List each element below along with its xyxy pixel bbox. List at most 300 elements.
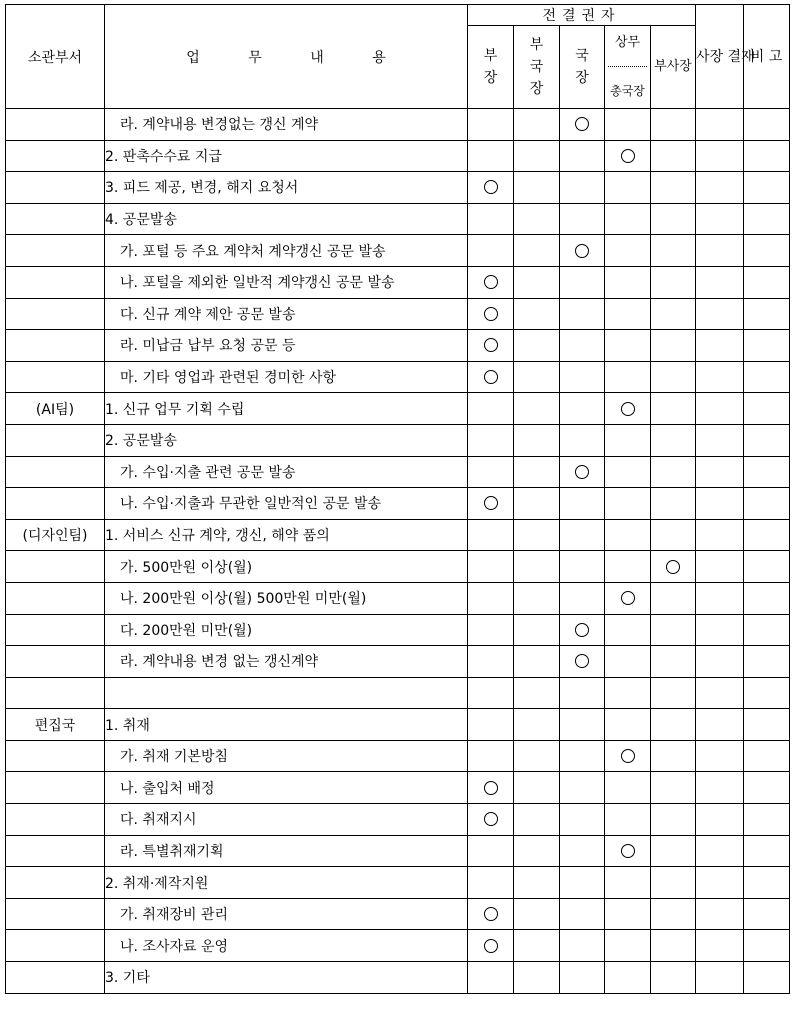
approval-cell [514, 488, 560, 520]
approval-cell [560, 393, 605, 425]
approval-cell [560, 614, 605, 646]
approval-cell [605, 804, 651, 836]
approval-cell [468, 614, 514, 646]
approval-cell [744, 298, 790, 330]
approval-cell [560, 962, 605, 994]
row-dept [6, 330, 105, 362]
approval-cell [744, 677, 790, 709]
approval-cell [560, 266, 605, 298]
approval-cell [560, 867, 605, 899]
approval-cell [696, 298, 744, 330]
row-dept [6, 109, 105, 141]
approval-cell [696, 804, 744, 836]
approval-cell [560, 456, 605, 488]
approval-cell [605, 867, 651, 899]
table-row [6, 709, 790, 741]
approval-cell [605, 677, 651, 709]
header-bugukjang-label: 부 국 장 [529, 37, 544, 97]
approval-cell [696, 140, 744, 172]
approval-cell [744, 235, 790, 267]
approval-cell [560, 298, 605, 330]
approval-cell [744, 330, 790, 362]
approval-circle-icon [621, 402, 635, 416]
row-task: 나. 조사자료 운영 [105, 930, 468, 962]
approval-cell [605, 393, 651, 425]
row-dept [6, 962, 105, 994]
approval-cell [605, 835, 651, 867]
approval-cell [560, 740, 605, 772]
approval-cell [744, 804, 790, 836]
approval-cell [468, 646, 514, 678]
approval-cell [744, 740, 790, 772]
approval-cell [605, 646, 651, 678]
approval-cell [744, 962, 790, 994]
table-row [6, 740, 790, 772]
row-dept [6, 203, 105, 235]
row-dept [6, 456, 105, 488]
approval-cell [744, 551, 790, 583]
header-chonggukjang: 총국장 [610, 84, 645, 98]
approval-cell [605, 140, 651, 172]
table-row [6, 109, 790, 141]
approval-cell [744, 614, 790, 646]
approval-cell [696, 203, 744, 235]
approval-cell [744, 930, 790, 962]
approval-cell [651, 835, 696, 867]
approval-cell [605, 109, 651, 141]
approval-cell [744, 709, 790, 741]
approval-cell [696, 519, 744, 551]
approval-cell [514, 646, 560, 678]
table-row [6, 646, 790, 678]
approval-cell [605, 898, 651, 930]
approval-circle-icon [575, 117, 589, 131]
approval-cell [514, 614, 560, 646]
approval-cell [696, 235, 744, 267]
row-task: 가. 수입·지출 관련 공문 발송 [105, 456, 468, 488]
row-dept [6, 930, 105, 962]
approval-cell [744, 582, 790, 614]
approval-cell [514, 804, 560, 836]
approval-cell [651, 330, 696, 362]
row-task: 나. 200만원 이상(월) 500만원 미만(월) [105, 582, 468, 614]
approval-cell [744, 172, 790, 204]
table-row [6, 962, 790, 994]
approval-cell [744, 835, 790, 867]
approval-cell [514, 582, 560, 614]
approval-cell [468, 456, 514, 488]
approval-cell [605, 519, 651, 551]
approval-cell [514, 172, 560, 204]
row-dept [6, 867, 105, 899]
header-busajang: 부사장 [651, 26, 696, 109]
header-gukjang-label: 국 장 [575, 48, 589, 86]
approval-cell [651, 646, 696, 678]
approval-cell [744, 456, 790, 488]
row-task: 가. 취재 기본방침 [105, 740, 468, 772]
approval-circle-icon [666, 560, 680, 574]
approval-cell [468, 424, 514, 456]
approval-cell [468, 361, 514, 393]
approval-cell [696, 867, 744, 899]
approval-cell [696, 709, 744, 741]
approval-cell [651, 203, 696, 235]
approval-cell [651, 930, 696, 962]
approval-cell [560, 898, 605, 930]
approval-cell [468, 772, 514, 804]
header-bujang-label: 부 장 [483, 48, 498, 86]
approval-cell [651, 772, 696, 804]
table-row [6, 235, 790, 267]
table-row [6, 266, 790, 298]
approval-cell [605, 488, 651, 520]
approval-circle-icon [484, 180, 498, 194]
table-row [6, 551, 790, 583]
row-task: 라. 미납금 납부 요청 공문 등 [105, 330, 468, 362]
approval-cell [696, 677, 744, 709]
approval-cell [605, 962, 651, 994]
approval-cell [696, 930, 744, 962]
approval-cell [744, 361, 790, 393]
approval-cell [560, 772, 605, 804]
approval-cell [696, 266, 744, 298]
header-bugukjang [514, 26, 560, 109]
approval-cell [651, 266, 696, 298]
approval-cell [514, 867, 560, 899]
approval-cell [696, 424, 744, 456]
approval-cell [468, 677, 514, 709]
approval-cell [605, 614, 651, 646]
approval-cell [696, 614, 744, 646]
header-sangmu-chonggukjang [605, 26, 651, 109]
approval-cell [696, 962, 744, 994]
approval-cell [560, 551, 605, 583]
approval-cell [696, 488, 744, 520]
approval-cell [605, 740, 651, 772]
approval-cell [651, 804, 696, 836]
approval-cell [744, 393, 790, 425]
table-row [6, 804, 790, 836]
approval-cell [560, 172, 605, 204]
table-row [6, 677, 790, 709]
approval-cell [605, 709, 651, 741]
approval-cell [514, 393, 560, 425]
approval-cell [468, 582, 514, 614]
approval-cell [560, 930, 605, 962]
approval-cell [605, 330, 651, 362]
row-task: 2. 취재·제작지원 [105, 867, 468, 899]
row-dept: (AI팀) [6, 393, 105, 425]
approval-cell [696, 172, 744, 204]
row-task: 가. 취재장비 관리 [105, 898, 468, 930]
approval-cell [605, 361, 651, 393]
approval-cell [651, 488, 696, 520]
approval-cell [651, 677, 696, 709]
table-row [6, 772, 790, 804]
table-row [6, 424, 790, 456]
approval-cell [560, 488, 605, 520]
approval-cell [514, 266, 560, 298]
approval-cell [514, 930, 560, 962]
approval-cell [468, 109, 514, 141]
approval-cell [514, 361, 560, 393]
table-row [6, 330, 790, 362]
approval-circle-icon [575, 465, 589, 479]
approval-cell [651, 740, 696, 772]
approval-cell [560, 140, 605, 172]
approval-cell [468, 867, 514, 899]
approval-circle-icon [484, 307, 498, 321]
approval-cell [468, 930, 514, 962]
approval-cell [651, 235, 696, 267]
approval-cell [744, 109, 790, 141]
row-dept [6, 772, 105, 804]
approval-cell [468, 393, 514, 425]
approval-cell [560, 330, 605, 362]
approval-cell [696, 646, 744, 678]
approval-cell [468, 172, 514, 204]
approval-cell [560, 235, 605, 267]
row-task: 3. 기타 [105, 962, 468, 994]
approval-cell [696, 740, 744, 772]
approval-cell [605, 930, 651, 962]
table-body [6, 109, 790, 994]
table-row [6, 867, 790, 899]
table-row [6, 614, 790, 646]
row-dept [6, 614, 105, 646]
row-task: 1. 서비스 신규 계약, 갱신, 해약 품의 [105, 519, 468, 551]
row-dept [6, 298, 105, 330]
approval-cell [514, 835, 560, 867]
approval-cell [744, 203, 790, 235]
approval-cell [468, 140, 514, 172]
approval-cell [605, 582, 651, 614]
delegation-table [5, 4, 790, 994]
approval-cell [468, 740, 514, 772]
row-task: 2. 공문발송 [105, 424, 468, 456]
approval-cell [744, 772, 790, 804]
approval-cell [560, 646, 605, 678]
row-dept [6, 488, 105, 520]
row-task: 나. 수입·지출과 무관한 일반적인 공문 발송 [105, 488, 468, 520]
row-dept [6, 172, 105, 204]
approval-cell [696, 330, 744, 362]
header-split-divider [608, 66, 647, 67]
row-task: 라. 계약내용 변경없는 갱신 계약 [105, 109, 468, 141]
approval-cell [514, 424, 560, 456]
approval-cell [560, 709, 605, 741]
row-dept [6, 898, 105, 930]
row-task: 1. 취재 [105, 709, 468, 741]
approval-cell [560, 804, 605, 836]
approval-circle-icon [484, 781, 498, 795]
approval-circle-icon [621, 591, 635, 605]
row-dept: (디자인팀) [6, 519, 105, 551]
approval-cell [468, 962, 514, 994]
approval-cell [651, 582, 696, 614]
row-task: 가. 500만원 이상(월) [105, 551, 468, 583]
approval-circle-icon [621, 749, 635, 763]
row-dept: 편집국 [6, 709, 105, 741]
approval-cell [651, 709, 696, 741]
table-row [6, 456, 790, 488]
header-dept: 소관부서 [6, 5, 105, 109]
approval-cell [468, 203, 514, 235]
row-task: 라. 계약내용 변경 없는 갱신계약 [105, 646, 468, 678]
approval-cell [514, 109, 560, 141]
row-dept [6, 835, 105, 867]
approval-cell [560, 109, 605, 141]
approval-cell [696, 109, 744, 141]
approval-cell [744, 519, 790, 551]
approval-cell [560, 677, 605, 709]
approval-cell [468, 266, 514, 298]
table-row [6, 172, 790, 204]
approval-cell [651, 519, 696, 551]
approval-cell [605, 551, 651, 583]
row-dept [6, 551, 105, 583]
row-task: 1. 신규 업무 기획 수립 [105, 393, 468, 425]
table-row [6, 835, 790, 867]
table-row [6, 298, 790, 330]
approval-cell [560, 519, 605, 551]
approval-circle-icon [575, 244, 589, 258]
approval-cell [651, 456, 696, 488]
approval-cell [744, 140, 790, 172]
row-dept [6, 424, 105, 456]
approval-circle-icon [575, 623, 589, 637]
row-dept [6, 646, 105, 678]
row-task: 나. 포털을 제외한 일반적 계약갱신 공문 발송 [105, 266, 468, 298]
approval-cell [696, 361, 744, 393]
row-dept [6, 235, 105, 267]
table-row [6, 393, 790, 425]
row-task: 마. 기타 영업과 관련된 경미한 사항 [105, 361, 468, 393]
table-row [6, 898, 790, 930]
approval-cell [605, 203, 651, 235]
approval-cell [560, 424, 605, 456]
header-bujang [468, 26, 514, 109]
table-row [6, 582, 790, 614]
approval-circle-icon [484, 812, 498, 826]
approval-cell [651, 551, 696, 583]
approval-circle-icon [484, 338, 498, 352]
approval-circle-icon [621, 149, 635, 163]
row-task: 2. 판촉수수료 지급 [105, 140, 468, 172]
approval-cell [468, 898, 514, 930]
approval-cell [744, 646, 790, 678]
row-task: 다. 신규 계약 제안 공문 발송 [105, 298, 468, 330]
approval-cell [651, 172, 696, 204]
row-task: 나. 출입처 배정 [105, 772, 468, 804]
header-work: 업 무 내 용 [105, 5, 468, 109]
table-row [6, 930, 790, 962]
header-remarks: 비 고 [744, 5, 790, 109]
approval-cell [696, 551, 744, 583]
approval-cell [744, 488, 790, 520]
approval-cell [514, 456, 560, 488]
approval-circle-icon [484, 496, 498, 510]
approval-cell [514, 330, 560, 362]
approval-cell [696, 835, 744, 867]
approval-cell [651, 424, 696, 456]
approval-cell [744, 898, 790, 930]
table-row [6, 519, 790, 551]
row-task: 가. 포털 등 주요 계약처 계약갱신 공문 발송 [105, 235, 468, 267]
approval-cell [514, 298, 560, 330]
approval-cell [744, 424, 790, 456]
approval-cell [605, 172, 651, 204]
approval-cell [468, 235, 514, 267]
approval-cell [651, 867, 696, 899]
approval-cell [468, 804, 514, 836]
table-row [6, 140, 790, 172]
row-task: 3. 피드 제공, 변경, 해지 요청서 [105, 172, 468, 204]
approval-cell [651, 898, 696, 930]
header-sangmu: 상무 [614, 35, 641, 50]
approval-cell [560, 361, 605, 393]
approval-cell [468, 835, 514, 867]
approval-cell [605, 266, 651, 298]
table-row [6, 361, 790, 393]
approval-cell [514, 740, 560, 772]
header-ceo-approval: 사장 결재 [696, 5, 744, 109]
header-gukjang [560, 26, 605, 109]
approval-cell [651, 614, 696, 646]
approval-cell [468, 709, 514, 741]
row-dept [6, 677, 105, 709]
approval-cell [605, 456, 651, 488]
approval-cell [560, 582, 605, 614]
approval-circle-icon [484, 907, 498, 921]
approval-cell [468, 519, 514, 551]
header-approver-group: 전결권자 [468, 5, 696, 26]
approval-cell [696, 456, 744, 488]
approval-cell [468, 551, 514, 583]
row-task: 다. 취재지시 [105, 804, 468, 836]
approval-cell [605, 235, 651, 267]
approval-cell [651, 393, 696, 425]
approval-cell [514, 140, 560, 172]
row-dept [6, 266, 105, 298]
row-dept [6, 361, 105, 393]
approval-cell [605, 298, 651, 330]
approval-circle-icon [484, 370, 498, 384]
approval-cell [605, 772, 651, 804]
row-dept [6, 740, 105, 772]
approval-cell [696, 898, 744, 930]
approval-cell [744, 867, 790, 899]
approval-cell [514, 677, 560, 709]
approval-cell [651, 298, 696, 330]
row-dept [6, 804, 105, 836]
approval-cell [651, 140, 696, 172]
approval-cell [696, 393, 744, 425]
approval-cell [514, 898, 560, 930]
approval-cell [651, 962, 696, 994]
approval-cell [696, 582, 744, 614]
approval-cell [696, 772, 744, 804]
approval-cell [468, 298, 514, 330]
approval-cell [514, 519, 560, 551]
table-row [6, 203, 790, 235]
row-task: 다. 200만원 미만(월) [105, 614, 468, 646]
approval-circle-icon [484, 939, 498, 953]
approval-circle-icon [575, 654, 589, 668]
row-task: 4. 공문발송 [105, 203, 468, 235]
row-dept [6, 582, 105, 614]
approval-cell [514, 709, 560, 741]
